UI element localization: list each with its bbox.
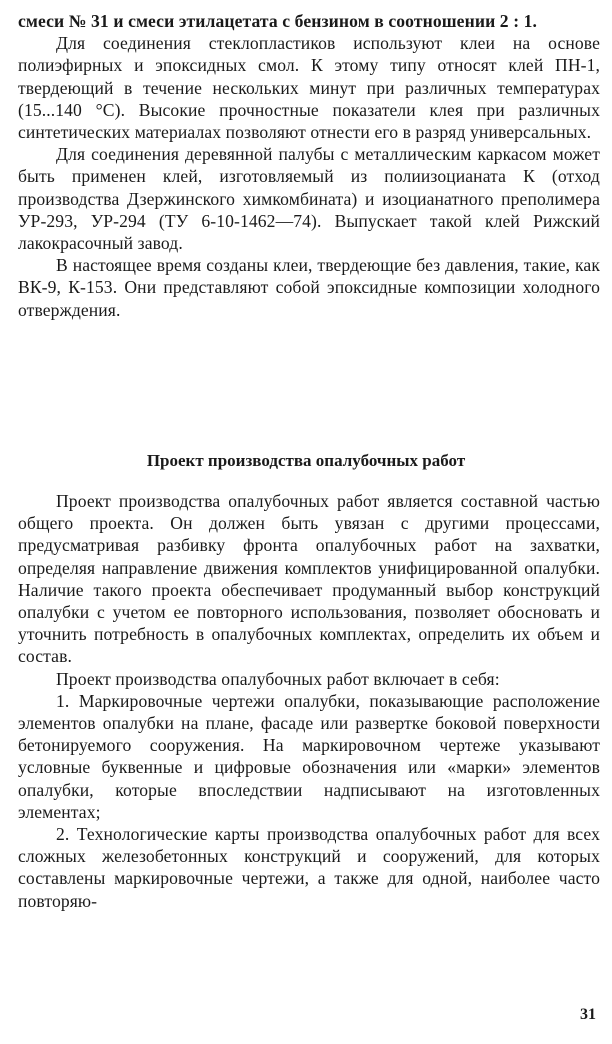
lower-text-block: [18, 490, 600, 912]
list-item-marking-drawings: 1. Маркировочные чертежи опалубки, показывающие расположение элементов опалубки на плане, фасаде или развертке боковой поверхности бетонируемого сооружения. На маркировочном чертеже указывают условные буквенные и цифровые обозначения или «марки» элементов опалубки, которые впоследствии надписывают на изготовленных элементах;: [18, 690, 600, 822]
project-role-paragraph: Проект производства опалубочных работ является составной частью общего проекта. Он должен быть увязан с другими процессами, предусматривая разбивку фронта опалубочных работ на захватки, определяя направление движения комплектов унифицированной опалубки. Наличие такого проекта обеспечивает продуманный выбор конструкций опалубки с учетом ее повторного использования, позволяет обосновать и уточнить потребность в опалубочных комплектах, определить их объем и состав.: [18, 491, 600, 667]
project-includes-paragraph: Проект производства опалубочных работ включает в себя:: [56, 668, 500, 689]
list-item-process-charts: 2. Технологические карты производства опалубочных работ для всех сложных железобетонных конструкций и сооружений, для которых составлены маркировочные чертежи, а также для одной, наиболее часто повторяю-: [18, 824, 600, 911]
modern-glues-paragraph: В настоящее время созданы клеи, твердеющие без давления, такие, как ВК-9, К-153. Они представляют собой эпоксидные композиции холодного отверждения.: [18, 255, 600, 320]
wood-deck-glue-paragraph: Для соединения деревянной палубы с металлическим каркасом может быть применен клей, изготовляемый из полиизоцианата К (отход производства Дзержинского химкомбината) и изоцианатного преполимера УР-293, УР-294 (ТУ 6-10-1462—74). Выпускает такой клей Рижский лакокрасочный завод.: [18, 144, 600, 254]
upper-text-block: [18, 10, 600, 321]
page-number: 31: [580, 1006, 596, 1023]
continuation-paragraph: смеси № 31 и смеси этилацетата с бензином в соотношении 2 : 1.: [18, 11, 538, 31]
section-heading: Проект производства опалубочных работ: [146, 451, 466, 470]
fiberglass-glue-paragraph: Для соединения стеклопластиков используют клеи на основе полиэфирных и эпоксидных смол. К этому типу относят клей ПН-1, твердеющий в течение нескольких минут при различных температурах (15...140 °С). Высокие прочностные показатели клея при различных синтетических материалах позволяют отнести его в разряд универсальных.: [18, 33, 600, 143]
